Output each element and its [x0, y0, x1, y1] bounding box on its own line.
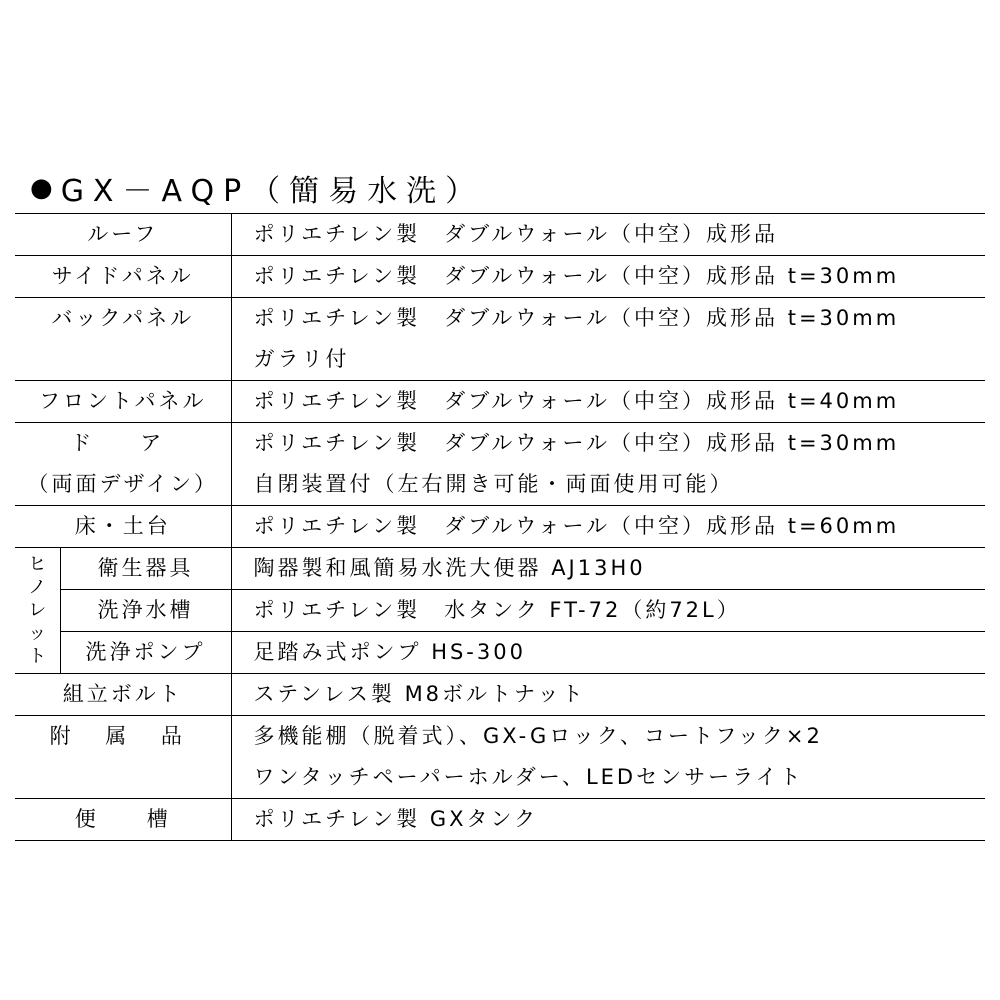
row-label: ルーフ — [15, 214, 231, 256]
row-value: 多機能棚（脱着式）、GX-Gロック、コートフック×2 — [231, 716, 985, 758]
table-row — [15, 548, 985, 590]
row-value: ポリエチレン製 ダブルウォール（中空）成形品 t=30mm — [231, 298, 985, 340]
spec-title — [30, 166, 484, 210]
row-value: ガラリ付 — [253, 347, 350, 371]
table-row — [15, 423, 985, 465]
table-row — [15, 716, 985, 758]
row-value: 陶器製和風簡易水洗大便器 AJ13H0 — [231, 548, 985, 590]
group-label-char: ッ — [28, 623, 47, 644]
row-label: 床・土台 — [15, 506, 231, 548]
row-label: バックパネル — [15, 298, 231, 340]
title-text: GX－AQP（簡易水洗） — [60, 174, 485, 209]
table-row — [15, 590, 985, 632]
row-label: （両面デザイン） — [15, 464, 231, 506]
table-row — [15, 757, 985, 799]
table-row — [15, 632, 985, 674]
group-label-char: レ — [28, 600, 47, 621]
table-row — [15, 381, 985, 423]
row-label-empty — [15, 757, 231, 799]
table-row — [15, 464, 985, 506]
table-row — [15, 214, 985, 256]
table-row — [15, 674, 985, 716]
row-label: フロントパネル — [15, 381, 231, 423]
table-row — [15, 298, 985, 340]
row-label: 便 槽 — [15, 799, 231, 841]
group-label-char: ノ — [28, 577, 47, 598]
bullet-icon: ● — [30, 173, 53, 203]
row-value: 自閉装置付（左右開き可能・両面使用可能） — [253, 472, 734, 496]
row-label: 洗浄水槽 — [60, 590, 231, 632]
spec-table — [15, 213, 985, 841]
row-value: ポリエチレン製 ダブルウォール（中空）成形品 t=30mm — [231, 423, 985, 465]
row-value: ポリエチレン製 ダブルウォール（中空）成形品 — [231, 214, 985, 256]
group-label-char: ヒ — [28, 554, 47, 575]
table-row — [15, 799, 985, 841]
row-label-empty — [15, 339, 231, 381]
row-value: ポリエチレン製 ダブルウォール（中空）成形品 t=30mm — [231, 256, 985, 298]
table-row — [15, 256, 985, 298]
row-label: 衛生器具 — [60, 548, 231, 590]
table-row — [15, 506, 985, 548]
row-value: ワンタッチペーパーホルダー、LEDセンサーライト — [253, 765, 804, 789]
row-value: ポリエチレン製 ダブルウォール（中空）成形品 t=60mm — [231, 506, 985, 548]
row-value: ポリエチレン製 GXタンク — [231, 799, 985, 841]
group-label-char: ト — [28, 646, 47, 667]
row-label: ド ア — [15, 423, 231, 465]
row-label: サイドパネル — [15, 256, 231, 298]
row-value: 足踏み式ポンプ HS-300 — [231, 632, 985, 674]
row-value: ポリエチレン製 水タンク FT-72（約72L） — [231, 590, 985, 632]
row-value: ポリエチレン製 ダブルウォール（中空）成形品 t=40mm — [231, 381, 985, 423]
table-row — [15, 339, 985, 381]
group-label-toilet — [15, 548, 60, 674]
row-label: 附 属 品 — [15, 716, 231, 758]
row-label: 洗浄ポンプ — [60, 632, 231, 674]
row-value: ステンレス製 M8ボルトナット — [231, 674, 985, 716]
row-label: 組立ボルト — [15, 674, 231, 716]
